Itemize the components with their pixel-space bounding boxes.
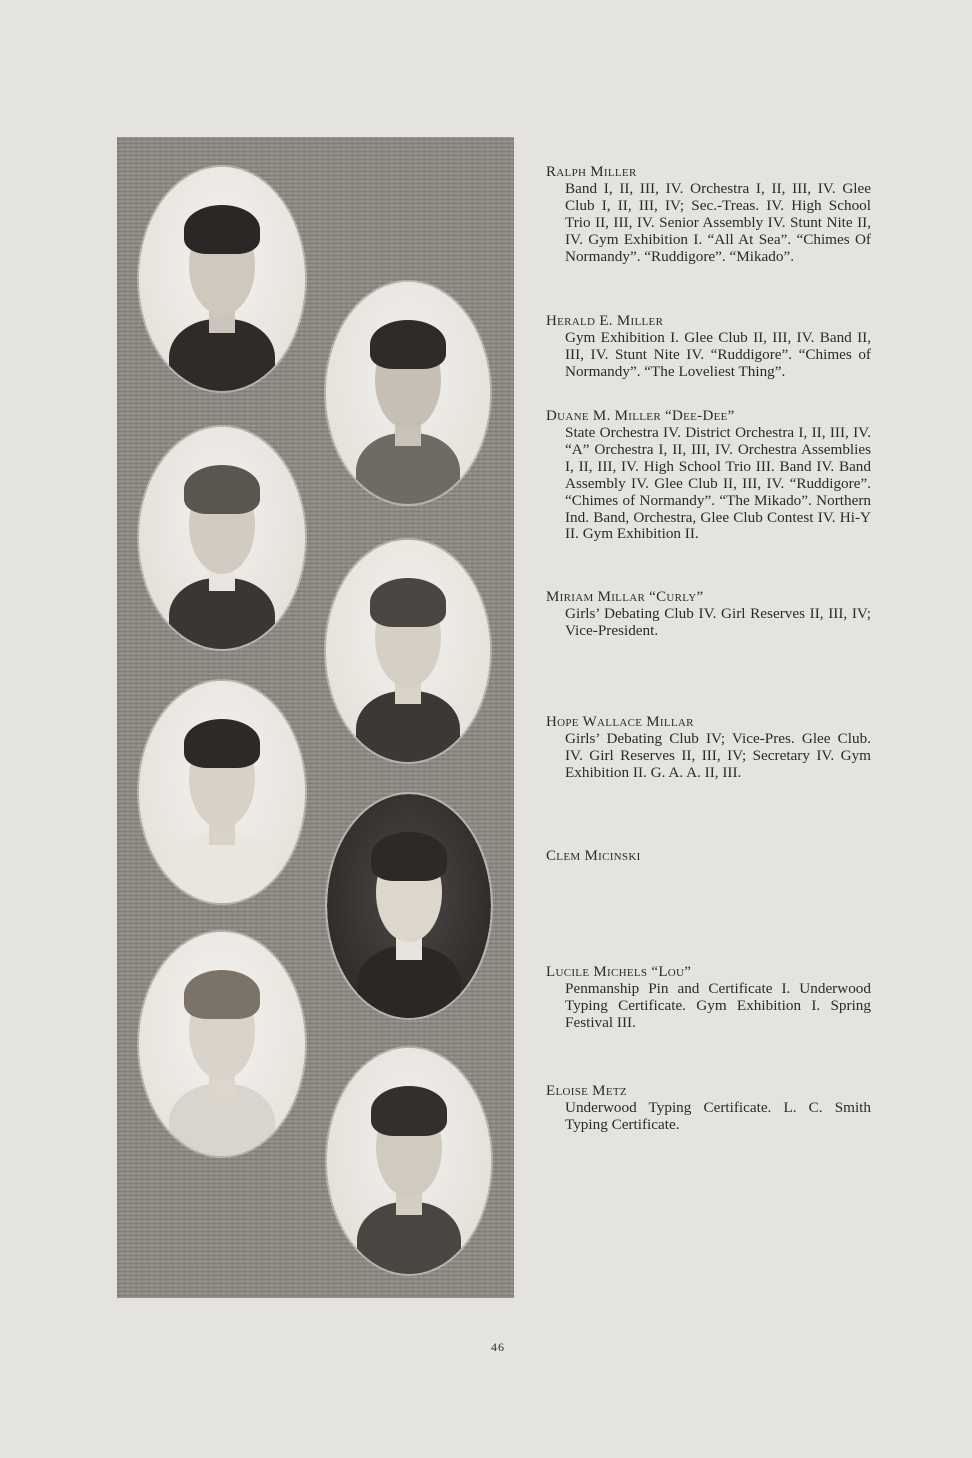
student-entry: [546, 964, 871, 1032]
student-name: Herald E. Miller: [546, 313, 664, 329]
student-name: Eloise Metz: [546, 1083, 627, 1099]
student-entry: [546, 408, 871, 543]
page-number: 46: [491, 1340, 505, 1354]
student-name: Lucile Michels “Lou”: [546, 964, 692, 980]
student-activities: State Orchestra IV. District Orchestra I, II, III, IV. “A” Orchestra I, II, III, IV. Orchestra Assemblies I, II, III, IV. High School Trio III. Band IV. Band Assembly IV. Glee Club II, III, IV. “Ruddigore”. “Chimes of Normandy”. “The Mikado”. Northern Ind. Band, Orchestra, Glee Club Contest IV. Hi-Y II. Gym Exhibition II.: [565, 424, 871, 543]
portrait-photo: [139, 681, 305, 903]
student-activities: Girls’ Debating Club IV; Vice-Pres. Glee Club. IV. Girl Reserves II, III, IV; Secretary IV. Gym Exhibition II. G. A. A. II, III.: [565, 730, 871, 781]
portrait-photo: [139, 167, 305, 391]
student-entry: [546, 1083, 871, 1134]
portrait-photo: [326, 540, 490, 762]
student-activities: Underwood Typing Certificate. L. C. Smith Typing Certificate.: [565, 1099, 871, 1133]
student-entry: [546, 164, 871, 266]
student-activities: Girls’ Debating Club IV. Girl Reserves II, III, IV; Vice-President.: [565, 605, 871, 639]
portrait-photo: [326, 282, 490, 504]
student-activities: Penmanship Pin and Certificate I. Underwood Typing Certificate. Gym Exhibition I. Spring Festival III.: [565, 980, 871, 1031]
portrait-photo: [327, 794, 491, 1018]
student-entry: [546, 714, 871, 782]
student-name: Hope Wallace Millar: [546, 714, 694, 730]
portrait-panel: [117, 137, 514, 1298]
portrait-photo: [139, 427, 305, 649]
student-name: Duane M. Miller “Dee-Dee”: [546, 408, 735, 424]
student-activities: Gym Exhibition I. Glee Club II, III, IV. Band II, III, IV. Stunt Nite IV. “Ruddigore”. “Chimes of Normandy”. “The Loveliest Thing”.: [565, 329, 871, 380]
portrait-photo: [139, 932, 305, 1156]
student-activities: Band I, II, III, IV. Orchestra I, II, III, IV. Glee Club I, II, III, IV; Sec.-Treas. IV. High School Trio II, III, IV. Senior Assembly IV. Stunt Nite II, IV. Gym Exhibition I. “All At Sea”. “Chimes Of Normandy”. “Ruddigore”. “Mikado”.: [565, 180, 871, 265]
student-name: Miriam Millar “Curly”: [546, 589, 704, 605]
student-name: Ralph Miller: [546, 164, 637, 180]
student-entry: [546, 589, 871, 640]
student-name: Clem Micinski: [546, 848, 641, 864]
portrait-photo: [327, 1048, 491, 1274]
student-entry: [546, 313, 871, 381]
student-entry: [546, 848, 871, 865]
